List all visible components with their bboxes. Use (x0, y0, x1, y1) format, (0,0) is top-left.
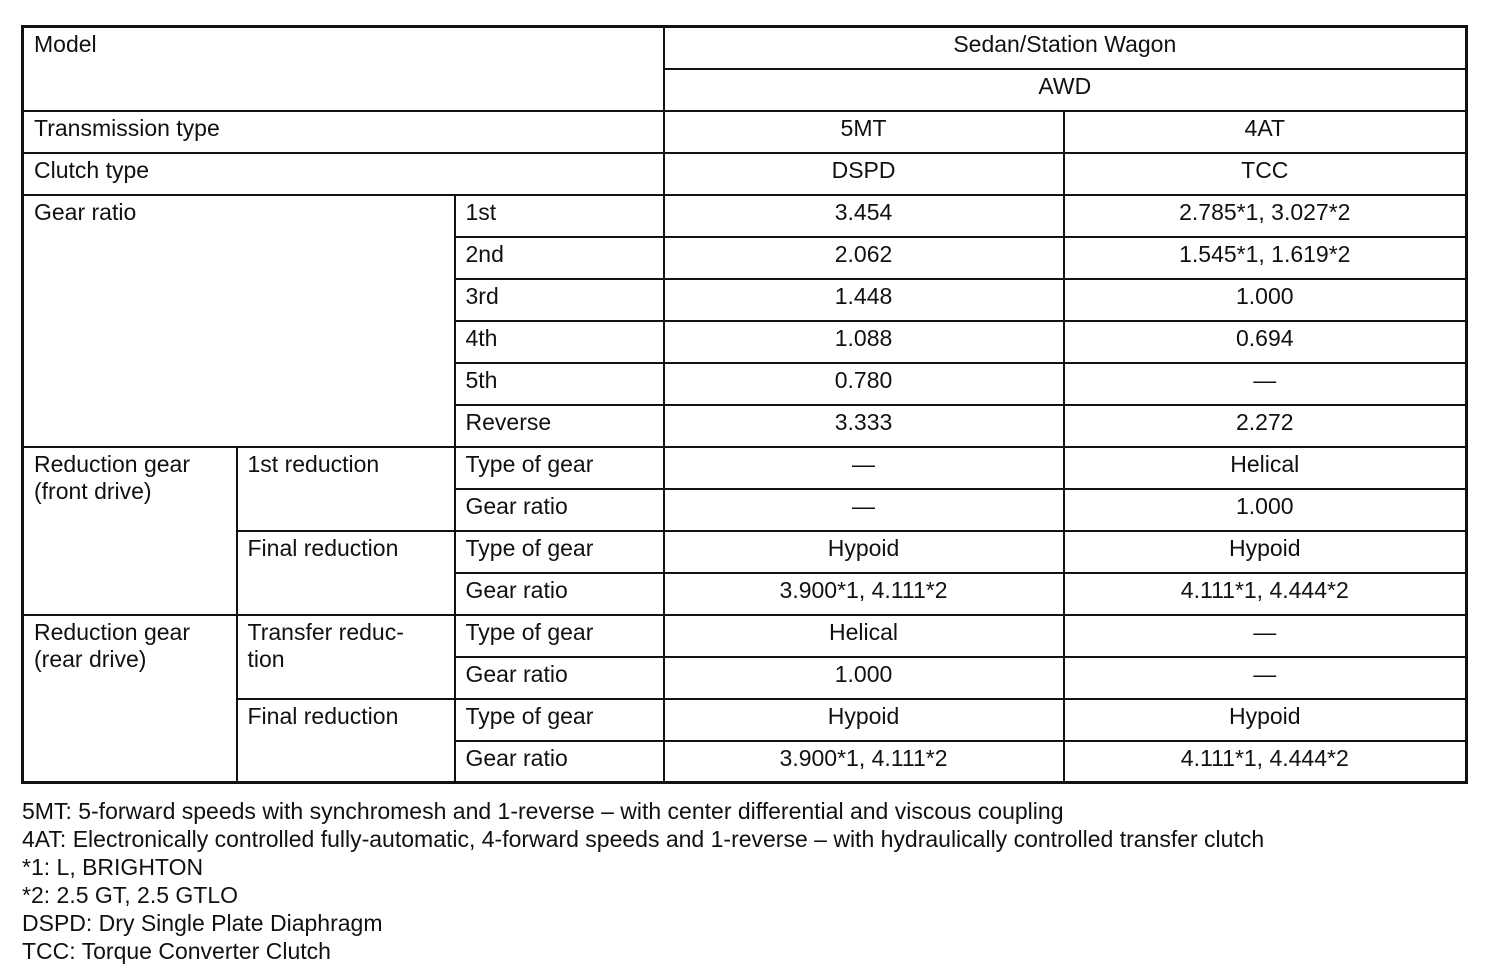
table-row (23, 615, 1467, 657)
rear-final-ratio-mt: 3.900*1, 4.111*2 (664, 741, 1064, 783)
front-reduction-label-line2: (front drive) (34, 477, 152, 504)
front-final-type-mt: Hypoid (664, 531, 1064, 573)
type-of-gear-label: Type of gear (455, 615, 664, 657)
gear-mt-value: 1.088 (664, 321, 1064, 363)
table-row (23, 27, 1467, 69)
rear-transfer-label-line1: Transfer reduc- (247, 618, 404, 645)
gear-ratio-row-label: Gear ratio (455, 573, 664, 615)
front-final-ratio-mt: 3.900*1, 4.111*2 (664, 573, 1064, 615)
rear-transfer-type-at: — (1064, 615, 1467, 657)
gear-ratio-label: Gear ratio (23, 195, 455, 447)
rear-transfer-ratio-mt: 1.000 (664, 657, 1064, 699)
gear-ratio-row-label: Gear ratio (455, 657, 664, 699)
gear-name: 5th (455, 363, 664, 405)
gear-at-value: 1.545*1, 1.619*2 (1064, 237, 1467, 279)
table-row (23, 195, 1467, 237)
rear-transfer-label-line2: tion (247, 645, 285, 672)
gear-name: 4th (455, 321, 664, 363)
table-row (23, 153, 1467, 195)
table-row (23, 699, 1467, 741)
footnote-star1: *1: L, BRIGHTON (22, 854, 204, 880)
front-final-reduction-label: Final reduction (237, 531, 455, 615)
gear-at-value: 2.272 (1064, 405, 1467, 447)
gear-at-value: — (1064, 363, 1467, 405)
gear-ratio-row-label: Gear ratio (455, 489, 664, 531)
rear-final-type-mt: Hypoid (664, 699, 1064, 741)
clutch-4at: TCC (1064, 153, 1467, 195)
gear-ratio-row-label: Gear ratio (455, 741, 664, 783)
gear-name: 2nd (455, 237, 664, 279)
clutch-5mt: DSPD (664, 153, 1064, 195)
transmission-4at: 4AT (1064, 111, 1467, 153)
gear-mt-value: 0.780 (664, 363, 1064, 405)
footnote-dspd: DSPD: Dry Single Plate Diaphragm (22, 910, 383, 936)
table-row (23, 447, 1467, 489)
drive-value: AWD (664, 69, 1467, 111)
front-first-type-at: Helical (1064, 447, 1467, 489)
rear-final-type-at: Hypoid (1064, 699, 1467, 741)
transmission-5mt: 5MT (664, 111, 1064, 153)
rear-final-reduction-label: Final reduction (237, 699, 455, 783)
rear-transfer-ratio-at: — (1064, 657, 1467, 699)
rear-transfer-type-mt: Helical (664, 615, 1064, 657)
gear-name: 1st (455, 195, 664, 237)
model-label: Model (23, 27, 664, 111)
footnotes (22, 797, 1264, 965)
spec-table (21, 25, 1468, 784)
rear-reduction-label-line1: Reduction gear (34, 618, 190, 645)
clutch-label: Clutch type (23, 153, 664, 195)
rear-transfer-reduction-label (237, 615, 455, 699)
transmission-label: Transmission type (23, 111, 664, 153)
gear-mt-value: 3.454 (664, 195, 1064, 237)
rear-final-ratio-at: 4.111*1, 4.444*2 (1064, 741, 1467, 783)
gear-at-value: 2.785*1, 3.027*2 (1064, 195, 1467, 237)
front-first-ratio-mt: — (664, 489, 1064, 531)
type-of-gear-label: Type of gear (455, 447, 664, 489)
type-of-gear-label: Type of gear (455, 699, 664, 741)
gear-at-value: 0.694 (1064, 321, 1467, 363)
type-of-gear-label: Type of gear (455, 531, 664, 573)
footnote-tcc: TCC: Torque Converter Clutch (22, 938, 331, 964)
footnote-4at: 4AT: Electronically controlled fully-automatic, 4-forward speeds and 1-reverse – with hydraulically controlled transfer clutch (22, 826, 1265, 852)
table-row (23, 531, 1467, 573)
front-first-ratio-at: 1.000 (1064, 489, 1467, 531)
front-reduction-label-line1: Reduction gear (34, 450, 190, 477)
rear-reduction-label (23, 615, 237, 783)
front-first-type-mt: — (664, 447, 1064, 489)
gear-at-value: 1.000 (1064, 279, 1467, 321)
front-reduction-label (23, 447, 237, 615)
front-final-ratio-at: 4.111*1, 4.444*2 (1064, 573, 1467, 615)
footnote-5mt: 5MT: 5-forward speeds with synchromesh and 1-reverse – with center differential and viscous coupling (22, 798, 1064, 824)
gear-name: 3rd (455, 279, 664, 321)
footnote-star2: *2: 2.5 GT, 2.5 GTLO (22, 882, 239, 908)
gear-mt-value: 1.448 (664, 279, 1064, 321)
gear-name: Reverse (455, 405, 664, 447)
front-first-reduction-label: 1st reduction (237, 447, 455, 531)
model-value: Sedan/Station Wagon (664, 27, 1467, 69)
rear-reduction-label-line2: (rear drive) (34, 645, 147, 672)
table-row (23, 111, 1467, 153)
gear-mt-value: 2.062 (664, 237, 1064, 279)
gear-mt-value: 3.333 (664, 405, 1064, 447)
front-final-type-at: Hypoid (1064, 531, 1467, 573)
